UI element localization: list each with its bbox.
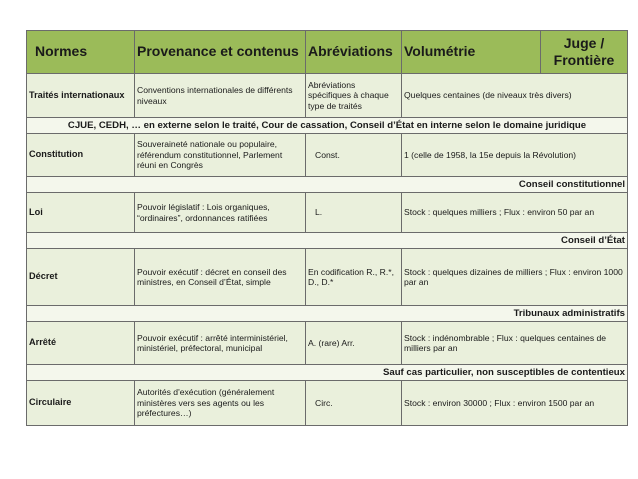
band-row — [27, 306, 628, 322]
provenance-cell: Autorités d'exécution (généralement ministères vers ses agents ou les préfectures…) — [135, 381, 306, 426]
header-normes: Normes — [27, 31, 135, 74]
row-circulaire — [27, 381, 628, 426]
header-abreviations: Abréviations — [306, 31, 402, 74]
juge-band: CJUE, CEDH, … en externe selon le traité, Cour de cassation, Conseil d’État en interne selon le domaine juridique — [27, 118, 628, 134]
volumetrie-cell: Stock : quelques dizaines de milliers ; Flux : environ 1000 par an — [402, 249, 628, 306]
band-row — [27, 233, 628, 249]
norme-cell: Décret — [27, 249, 135, 306]
row-arrete — [27, 322, 628, 365]
abreviation-cell: En codification R., R.*, D., D.* — [306, 249, 402, 306]
row-constitution — [27, 134, 628, 177]
abreviation-cell: L. — [306, 193, 402, 233]
header-row — [27, 31, 628, 74]
juge-band: Tribunaux administratifs — [27, 306, 628, 322]
band-row — [27, 118, 628, 134]
norme-cell: Loi — [27, 193, 135, 233]
juge-band: Sauf cas particulier, non susceptibles de contentieux — [27, 365, 628, 381]
header-juge: Juge / Frontière — [541, 31, 628, 74]
provenance-cell: Conventions internationales de différents niveaux — [135, 74, 306, 118]
band-row — [27, 365, 628, 381]
norme-cell: Arrêté — [27, 322, 135, 365]
header-volumetrie: Volumétrie — [402, 31, 541, 74]
volumetrie-cell: Stock : environ 30000 ; Flux : environ 1500 par an — [402, 381, 628, 426]
norme-cell: Traités internationaux — [27, 74, 135, 118]
provenance-cell: Pouvoir exécutif : arrêté interministériel, ministériel, préfectoral, municipal — [135, 322, 306, 365]
normes-table — [26, 30, 628, 426]
norme-cell: Circulaire — [27, 381, 135, 426]
volumetrie-cell: Quelques centaines (de niveaux très divers) — [402, 74, 628, 118]
norme-cell: Constitution — [27, 134, 135, 177]
row-loi — [27, 193, 628, 233]
volumetrie-cell: 1 (celle de 1958, la 15e depuis la Révolution) — [402, 134, 628, 177]
row-decret — [27, 249, 628, 306]
row-traites — [27, 74, 628, 118]
abreviation-cell: Const. — [306, 134, 402, 177]
juge-band: Conseil d’État — [27, 233, 628, 249]
abreviation-cell: Abréviations spécifiques à chaque type de traités — [306, 74, 402, 118]
volumetrie-cell: Stock : indénombrable ; Flux : quelques centaines de milliers par an — [402, 322, 628, 365]
provenance-cell: Souveraineté nationale ou populaire, référendum constitutionnel, Parlement réuni en Congrès — [135, 134, 306, 177]
provenance-cell: Pouvoir exécutif : décret en conseil des ministres, en Conseil d’État, simple — [135, 249, 306, 306]
band-row — [27, 177, 628, 193]
provenance-cell: Pouvoir législatif : Lois organiques, “ordinaires”, ordonnances ratifiées — [135, 193, 306, 233]
volumetrie-cell: Stock : quelques milliers ; Flux : environ 50 par an — [402, 193, 628, 233]
abreviation-cell: A. (rare) Arr. — [306, 322, 402, 365]
header-provenance: Provenance et contenus — [135, 31, 306, 74]
abreviation-cell: Circ. — [306, 381, 402, 426]
juge-band: Conseil constitutionnel — [27, 177, 628, 193]
